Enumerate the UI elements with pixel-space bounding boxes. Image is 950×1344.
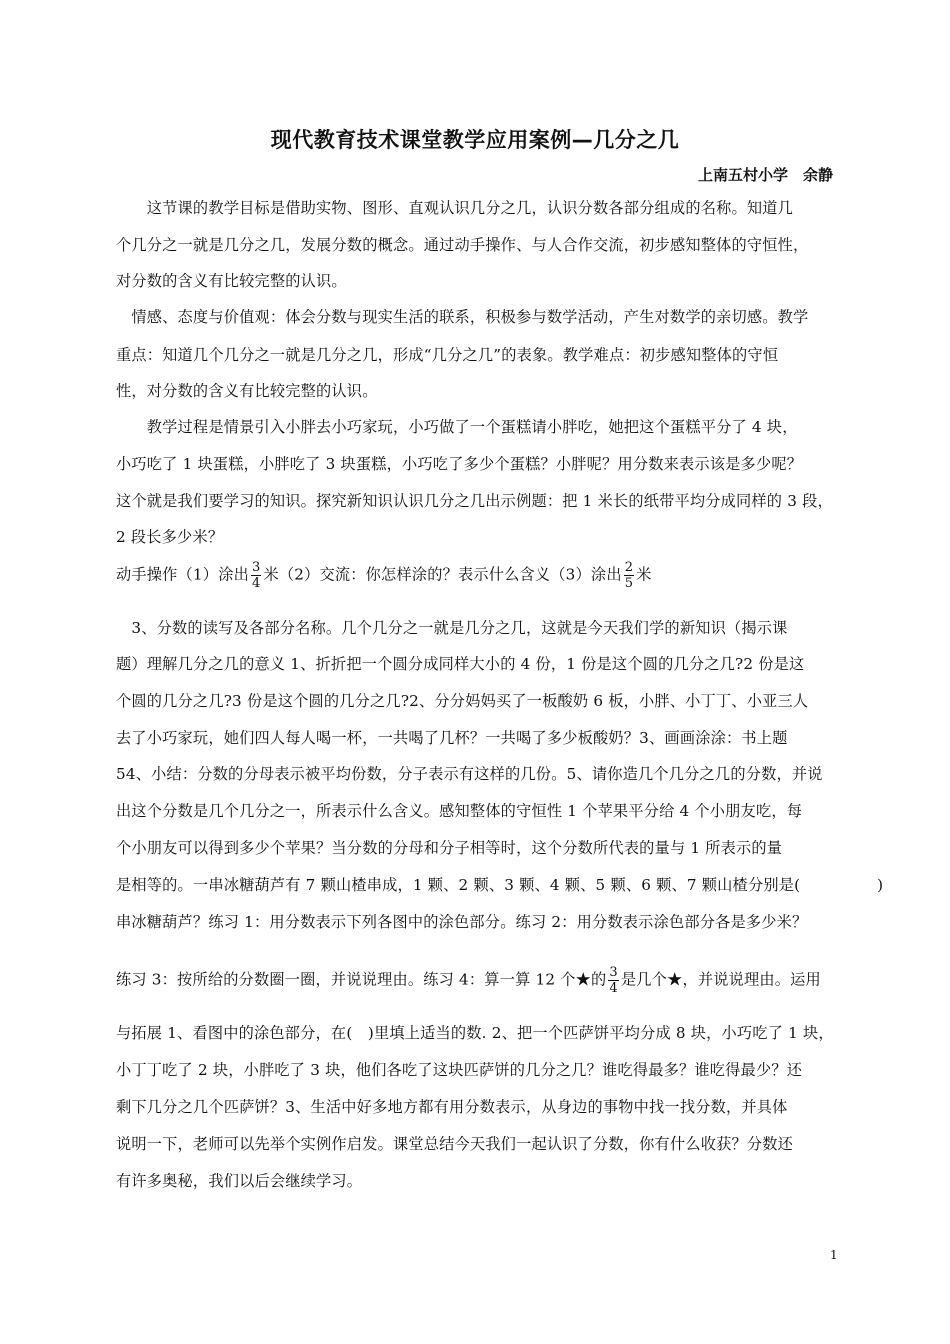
paragraph-line: 有许多奥秘，我们以后会继续学习。 [116, 1172, 363, 1190]
paragraph-line: 题）理解几分之几的意义 1、折折把一个圆分成同样大小的 4 份，1 份是这个圆的几分之几?2 份是这 [116, 655, 805, 673]
paragraph-line: 串冰糖葫芦？练习 1：用分数表示下列各图中的涂色部分。练习 2：用分数表示涂色部分各是多少米？ [116, 913, 808, 931]
paragraph-line: 出这个分数是几个几分之一，所表示什么含义。感知整体的守恒性 1 个苹果平分给 4 个小朋友吃，每 [116, 802, 803, 820]
fraction-denominator: 4 [251, 576, 261, 591]
paragraph-line: 是相等的。一串冰糖葫芦有 7 颗山楂串成，1 颗、2 颗、3 颗、4 颗、5 颗、6 颗、7 颗山楂分别是( ) [116, 876, 884, 894]
document-author: 上南五村小学 余静 [697, 166, 833, 184]
paragraph-line: 2 段长多少米？ [116, 528, 224, 546]
fraction-denominator: 5 [624, 576, 634, 591]
paragraph-line: 对分数的含义有比较完整的认识。 [116, 272, 347, 290]
paragraph-line: 说明一下，老师可以先举个实例作启发。课堂总结今天我们一起认识了分数，你有什么收获？分数还 [116, 1135, 794, 1153]
fraction-numerator: 3 [251, 560, 261, 575]
paragraph-line: 小丁丁吃了 2 块，小胖吃了 3 块，他们各吃了这块匹萨饼的几分之几？谁吃得最多？谁吃得最少？还 [116, 1061, 803, 1079]
paragraph-line: 剩下几分之几个匹萨饼？3、生活中好多地方都有用分数表示，从身边的事物中找一找分数，并具体 [116, 1098, 788, 1116]
fraction [251, 560, 261, 591]
paragraph-line: 教学过程是情景引入小胖去小巧家玩，小巧做了一个蛋糕请小胖吃，她把这个蛋糕平分了 4 块， [116, 418, 798, 436]
paragraph-line: 这个就是我们要学习的知识。探究新知识认识几分之几出示例题：把 1 米长的纸带平均分成同样的 3 段， [116, 492, 833, 510]
paragraph-line: 去了小巧家玩，她们四人每人喝一杯，一共喝了几杯？一共喝了多少板酸奶？3、画画涂涂：书上题 [116, 729, 788, 747]
paragraph-line: 个几分之一就是几分之几，发展分数的概念。通过动手操作、与人合作交流，初步感知整体的守恒性， [116, 236, 809, 254]
paragraph-line: 54、小结：分数的分母表示被平均份数，分子表示有这样的几份。5、请你造几个几分之几的分数，并说 [116, 765, 823, 783]
paragraph-line: 3、分数的读写及各部分名称。几个几分之一就是几分之几，这就是今天我们学的新知识（揭示课 [116, 619, 788, 637]
fraction-numerator: 3 [609, 965, 618, 980]
paragraph-line: 小巧吃了 1 块蛋糕，小胖吃了 3 块蛋糕，小巧吃了多少个蛋糕？小胖呢？用分数来表示该是多少呢？ [116, 455, 803, 473]
exercise-text-1: 练习 3：按所给的分数圈一圈，并说说理由。练习 4：算一算 12 个★的 [116, 970, 607, 989]
exercise-text-2: 是几个★，并说说理由。运用 [620, 970, 821, 989]
exercise-line [116, 965, 838, 996]
paragraph-line: 这节课的教学目标是借助实物、图形、直观认识几分之几，认识分数各部分组成的名称。知道几 [116, 199, 794, 217]
paragraph-line: 个小朋友可以得到多少个苹果？当分数的分母和分子相等时，这个分数所代表的量与 1 所表示的量 [116, 839, 783, 857]
operation-text-1: 动手操作（1）涂出 [116, 565, 249, 584]
page-number: 1 [830, 1248, 838, 1262]
paragraph-line: 与拓展 1、看图中的涂色部分，在( )里填上适当的数. 2、把一个匹萨饼平均分成 8 块，小巧吃了 1 块， [116, 1024, 834, 1042]
operation-text-3: 米 [636, 565, 652, 584]
paragraph-line: 个圆的几分之几?3 份是这个圆的几分之几?2、分分妈妈买了一板酸奶 6 板，小胖、小丁丁、小亚三人 [116, 692, 809, 710]
operation-text-2: 米（2）交流：你怎样涂的？表示什么含义（3）涂出 [263, 565, 622, 584]
operation-line [116, 560, 838, 591]
fraction-denominator: 4 [609, 981, 618, 996]
fraction [624, 560, 634, 591]
fraction [608, 965, 618, 996]
document-title: 现代教育技术课堂教学应用案例—几分之几 [270, 128, 680, 152]
paragraph-line: 重点：知道几个几分之一就是几分之几，形成“几分之几”的表象。教学难点：初步感知整体的守恒 [116, 346, 779, 364]
fraction-numerator: 2 [624, 560, 634, 575]
paragraph-line: 情感、态度与价值观：体会分数与现实生活的联系，积极参与数学活动，产生对数学的亲切感。教学 [116, 308, 809, 326]
paragraph-line: 性，对分数的含义有比较完整的认识。 [116, 382, 378, 400]
